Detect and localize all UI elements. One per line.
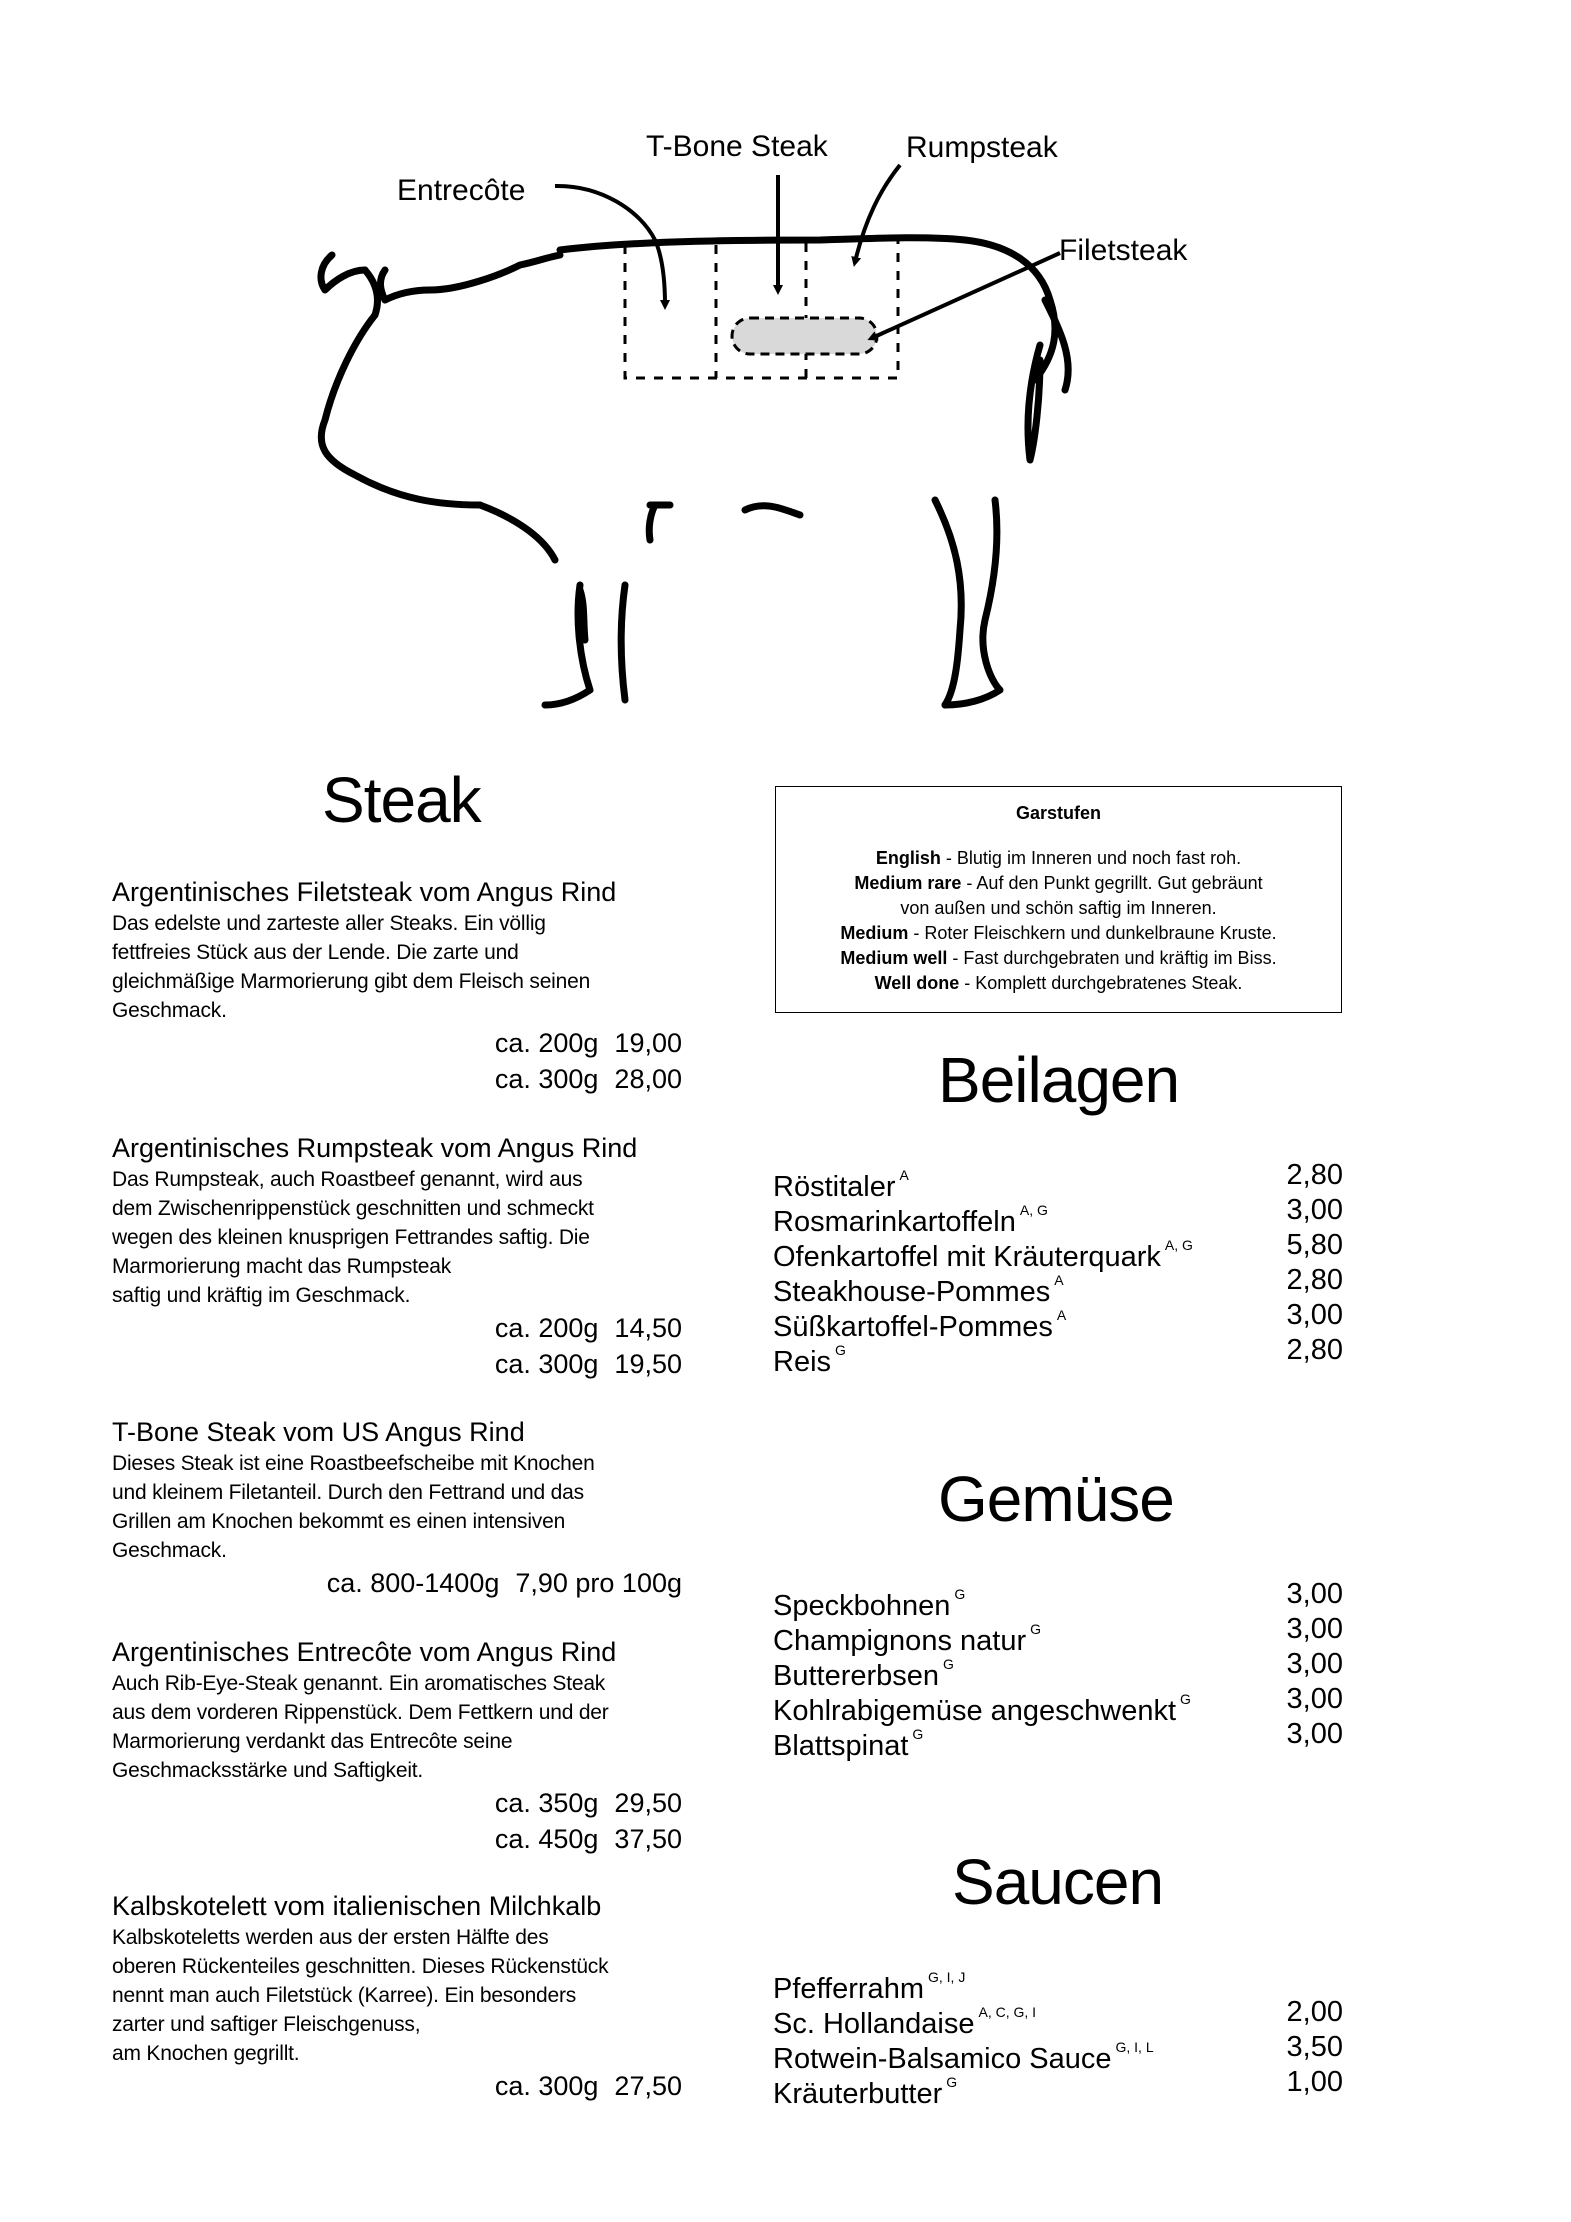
allergen-codes: G — [1030, 1621, 1041, 1637]
desc-line: aus dem vorderen Rippenstück. Dem Fettkern und der — [112, 1701, 609, 1724]
allergen-codes: A, G — [1164, 1237, 1193, 1253]
steak-item — [112, 1132, 682, 1382]
garstufen-text: - Fast durchgebraten und kräftig im Biss. — [947, 948, 1277, 968]
desc-line: Geschmacksstärke und Saftigkeit. — [112, 1759, 424, 1782]
item-name: Rotwein-Balsamico Sauce — [773, 2043, 1112, 2075]
steak-description — [112, 1669, 682, 1785]
item-price: 2,80 — [1286, 1159, 1343, 1191]
list-item — [773, 2030, 1343, 2075]
desc-line: gleichmäßige Marmorierung gibt dem Fleisch seinen — [112, 970, 591, 993]
item-price: 3,00 — [1286, 1683, 1343, 1715]
beilagen-title: Beilagen — [938, 1044, 1180, 1116]
price-row — [112, 1785, 682, 1821]
price-row — [112, 2068, 682, 2104]
label-filetsteak: Filetsteak — [1059, 234, 1188, 267]
garstufen-level: Medium — [840, 923, 909, 943]
desc-line: Kalbskoteletts werden aus der ersten Hälfte des — [112, 1926, 549, 1949]
allergen-codes: G — [954, 1586, 966, 1602]
beilagen-list — [773, 1158, 1343, 1378]
garstufen-text: - Roter Fleischkern und dunkelbraune Kruste. — [908, 923, 1277, 943]
garstufen-level: Well done — [874, 973, 960, 993]
item-price: 3,00 — [1286, 1613, 1343, 1645]
garstufen-line — [776, 946, 1341, 971]
steak-name: Argentinisches Rumpsteak vom Angus Rind — [112, 1133, 638, 1163]
desc-line: saftig und kräftig im Geschmack. — [112, 1284, 411, 1307]
list-item — [773, 1333, 1343, 1378]
list-item — [773, 2065, 1343, 2110]
saucen-list — [773, 1960, 1343, 2110]
allergen-codes: G — [943, 1656, 954, 1672]
price: 14,50 — [614, 1313, 682, 1343]
allergen-codes: G — [835, 1342, 846, 1358]
garstufen-line — [776, 896, 1341, 921]
allergen-codes: A, C, G, I — [978, 2004, 1037, 2020]
label-tbone: T-Bone Steak — [646, 130, 828, 163]
steak-item — [112, 1416, 682, 1601]
item-name: Kräuterbutter — [773, 2078, 943, 2110]
price-row — [112, 1025, 682, 1061]
price-row — [112, 1310, 682, 1346]
gemuese-title: Gemüse — [938, 1463, 1174, 1535]
desc-line: Marmorierung macht das Rumpsteak — [112, 1255, 452, 1278]
cow-cuts-diagram — [0, 0, 1571, 740]
garstufen-text: - Komplett durchgebratenes Steak. — [959, 973, 1243, 993]
item-price: 3,00 — [1286, 1578, 1343, 1610]
gemuese-list — [773, 1577, 1343, 1762]
steak-item — [112, 876, 682, 1097]
weight: ca. 300g — [494, 2071, 599, 2101]
list-item — [773, 1263, 1343, 1308]
list-item — [773, 1717, 1343, 1762]
saucen-title: Saucen — [952, 1846, 1164, 1918]
item-name: Pfefferrahm — [773, 1973, 924, 2005]
item-price: 3,00 — [1286, 1194, 1343, 1226]
price-row — [112, 1061, 682, 1097]
item-name: Sc. Hollandaise — [773, 2008, 975, 2040]
steak-title: Steak — [322, 764, 481, 836]
steak-name: Argentinisches Entrecôte vom Angus Rind — [112, 1637, 617, 1667]
list-item — [773, 1158, 1343, 1203]
list-item — [773, 1995, 1343, 2040]
allergen-codes: G — [946, 2074, 958, 2090]
item-price: 2,80 — [1286, 1264, 1343, 1296]
steak-description — [112, 1165, 682, 1310]
garstufen-line — [776, 871, 1341, 896]
list-item — [773, 1228, 1343, 1273]
garstufen-level: Medium rare — [854, 873, 962, 893]
allergen-codes: A — [1054, 1272, 1064, 1288]
allergen-codes: G, I, J — [927, 1969, 966, 1985]
desc-line: Auch Rib-Eye-Steak genannt. Ein aromatisches Steak — [112, 1672, 606, 1695]
item-name: Speckbohnen — [773, 1590, 951, 1622]
weight: ca. 450g — [494, 1824, 599, 1854]
item-name: Kohlrabigemüse angeschwenkt — [773, 1695, 1177, 1727]
garstufen-line — [776, 846, 1341, 871]
desc-line: Geschmack. — [112, 1539, 227, 1562]
price-row — [112, 1821, 682, 1857]
desc-line: nennt man auch Filetstück (Karree). Ein besonders — [112, 1984, 577, 2007]
garstufen-level: English — [875, 848, 941, 868]
garstufen-level: Medium well — [840, 948, 948, 968]
price: 27,50 — [614, 2071, 682, 2101]
garstufen-text: von außen und schön saftig im Inneren. — [900, 898, 1217, 918]
weight: ca. 200g — [494, 1313, 599, 1343]
allergen-codes: A — [899, 1167, 909, 1183]
allergen-codes: G — [1180, 1691, 1191, 1707]
allergen-codes: G — [912, 1726, 924, 1742]
steak-name: T-Bone Steak vom US Angus Rind — [112, 1417, 525, 1447]
list-item — [773, 1298, 1343, 1343]
item-price: 3,00 — [1286, 1299, 1343, 1331]
label-entrecote: Entrecôte — [397, 174, 526, 207]
steak-description — [112, 1923, 682, 2068]
item-price: 1,00 — [1286, 2066, 1343, 2098]
desc-line: oberen Rückenteiles geschnitten. Dieses Rückenstück — [112, 1955, 609, 1978]
desc-line: wegen des kleinen knusprigen Fettrandes saftig. Die — [112, 1226, 590, 1249]
price: 37,50 — [614, 1824, 682, 1854]
garstufen-title: Garstufen — [1015, 803, 1102, 823]
price: 29,50 — [614, 1788, 682, 1818]
price-row — [112, 1565, 682, 1601]
item-name: Reis — [773, 1346, 832, 1378]
desc-line: Dieses Steak ist eine Roastbeefscheibe mit Knochen — [112, 1452, 595, 1475]
item-name: Blattspinat — [773, 1730, 909, 1762]
desc-line: am Knochen gegrillt. — [112, 2042, 300, 2065]
garstufen-text: - Auf den Punkt gegrillt. Gut gebräunt — [961, 873, 1263, 893]
desc-line: Das Rumpsteak, auch Roastbeef genannt, wird aus — [112, 1168, 583, 1191]
weight: ca. 800-1400g — [326, 1568, 500, 1598]
cow-outline — [321, 238, 1068, 705]
list-item — [773, 1682, 1343, 1727]
list-item — [773, 1960, 1343, 2005]
list-item — [773, 1647, 1343, 1692]
weight: ca. 200g — [494, 1028, 599, 1058]
weight: ca. 300g — [494, 1064, 599, 1094]
weight: ca. 350g — [494, 1788, 599, 1818]
item-name: Ofenkartoffel mit Kräuterquark — [773, 1241, 1161, 1273]
steak-description — [112, 1449, 682, 1565]
item-price: 3,00 — [1286, 1718, 1343, 1750]
desc-line: und kleinem Filetanteil. Durch den Fettrand und das — [112, 1481, 584, 1504]
steak-description — [112, 909, 682, 1025]
price-row — [112, 1346, 682, 1382]
list-item — [773, 1612, 1343, 1657]
weight: ca. 300g — [494, 1349, 599, 1379]
price: 7,90 pro 100g — [515, 1568, 682, 1598]
item-name: Buttererbsen — [773, 1660, 940, 1692]
desc-line: Marmorierung verdankt das Entrecôte seine — [112, 1730, 513, 1753]
price: 19,50 — [614, 1349, 682, 1379]
price: 19,00 — [614, 1028, 682, 1058]
allergen-codes: A, G — [1019, 1202, 1048, 1218]
item-price: 2,00 — [1286, 1996, 1343, 2028]
filet-region — [732, 318, 877, 354]
label-rumpsteak: Rumpsteak — [906, 131, 1058, 164]
steak-name: Argentinisches Filetsteak vom Angus Rind — [112, 877, 617, 907]
allergen-codes: A — [1056, 1307, 1067, 1323]
garstufen-box — [775, 786, 1342, 1013]
desc-line: fettfreies Stück aus der Lende. Die zarte und — [112, 941, 519, 964]
garstufen-line — [776, 921, 1341, 946]
item-name: Rosmarinkartoffeln — [773, 1206, 1016, 1238]
steak-name: Kalbskotelett vom italienischen Milchkalb — [112, 1891, 602, 1921]
item-name: Champignons natur — [773, 1625, 1027, 1657]
item-name: Steakhouse-Pommes — [773, 1276, 1051, 1308]
list-item — [773, 1577, 1343, 1622]
item-price: 2,80 — [1286, 1334, 1343, 1366]
allergen-codes: G, I, L — [1115, 2039, 1154, 2055]
desc-line: Grillen am Knochen bekommt es einen intensiven — [112, 1510, 566, 1533]
garstufen-line — [776, 971, 1341, 996]
item-name: Röstitaler — [773, 1171, 896, 1203]
item-price: 5,80 — [1286, 1229, 1343, 1261]
desc-line: dem Zwischenrippenstück geschnitten und schmeckt — [112, 1197, 594, 1220]
item-price: 3,50 — [1286, 2031, 1343, 2063]
desc-line: zarter und saftiger Fleischgenuss, — [112, 2013, 421, 2036]
desc-line: Geschmack. — [112, 999, 227, 1022]
garstufen-text: - Blutig im Inneren und noch fast roh. — [940, 848, 1242, 868]
steak-item — [112, 1636, 682, 1857]
desc-line: Das edelste und zarteste aller Steaks. Ein völlig — [112, 912, 546, 935]
item-price: 3,00 — [1286, 1648, 1343, 1680]
item-name: Süßkartoffel-Pommes — [773, 1311, 1053, 1343]
price: 28,00 — [614, 1064, 682, 1094]
list-item — [773, 1193, 1343, 1238]
steak-item — [112, 1890, 682, 2104]
